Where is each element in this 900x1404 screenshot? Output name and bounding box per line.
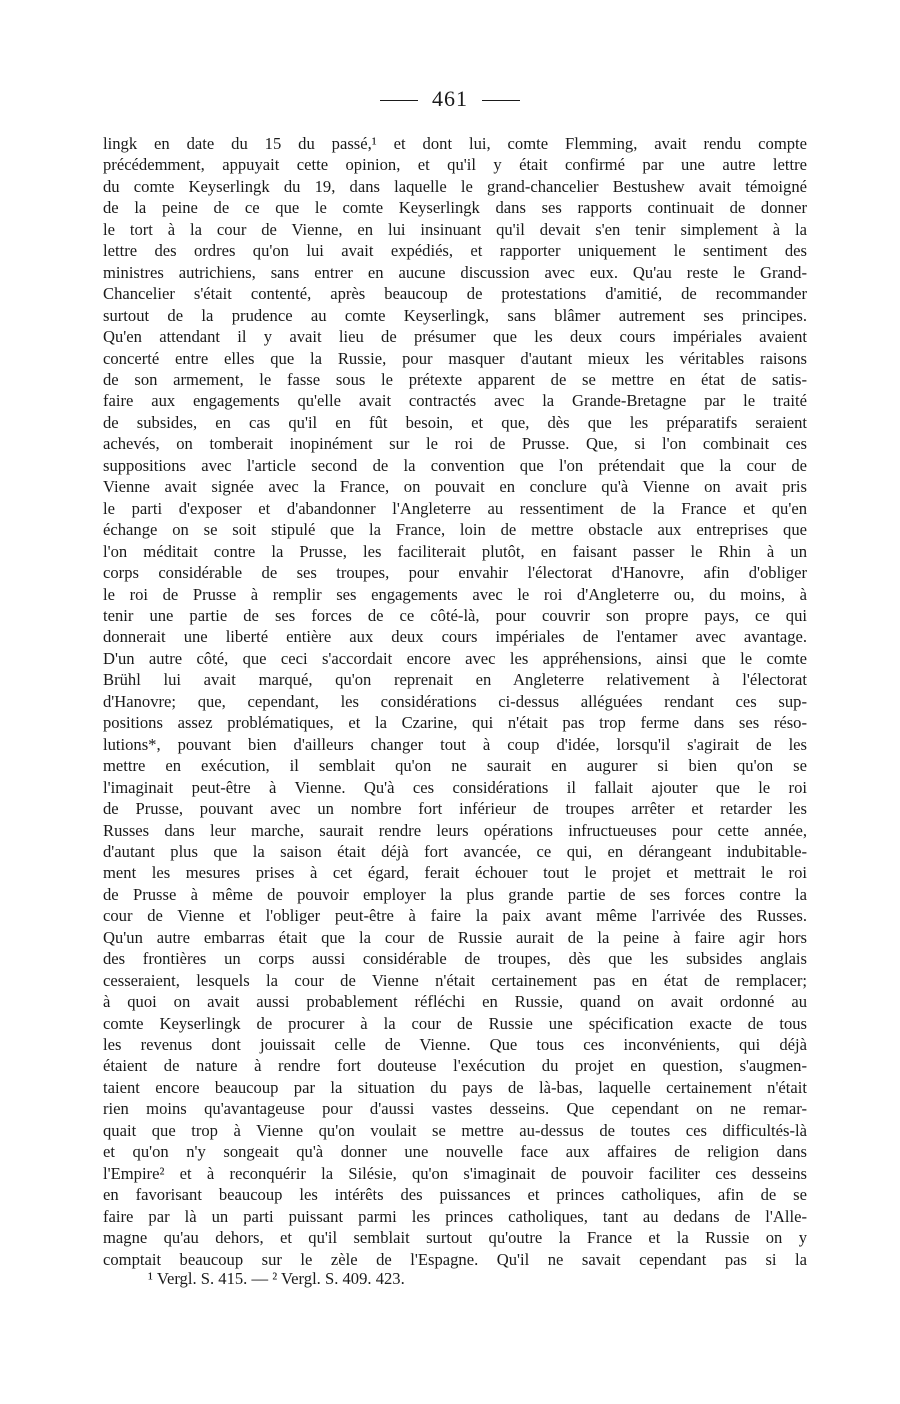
text-line: magne qu'au dehors, et qu'il semblait surtout qu'outre la France et la Russie on y bbox=[103, 1228, 807, 1248]
text-line: l'on méditait contre la Prusse, les faciliterait plutôt, en faisant passer le Rhin à un bbox=[103, 541, 807, 561]
running-head bbox=[0, 84, 900, 114]
text-line: cesseraient, lesquels la cour de Vienne n'était certainement pas en état de remplacer; bbox=[103, 970, 807, 990]
text-line: Vienne avait signée avec la France, on pouvait en conclure qu'à Vienne on avait pris bbox=[103, 477, 807, 497]
text-line: comte Keyserlingk de procurer à la cour de Russie une spécification exacte de tous bbox=[103, 1013, 807, 1033]
text-line: à quoi on avait aussi probablement réfléchi en Russie, quand on avait ordonné au bbox=[103, 992, 807, 1012]
text-line: faire aux engagements qu'elle avait contractés avec la Grande-Bretagne par le traité bbox=[103, 391, 807, 411]
text-line: de Prusse à même de pouvoir employer la plus grande partie de ses forces contre la bbox=[103, 884, 807, 904]
text-line: le tort à la cour de Vienne, en lui insinuant qu'il devait s'en tenir simplement à la bbox=[103, 219, 807, 239]
text-line: échange on se soit stipulé que la France, loin de mettre obstacle aux entreprises que bbox=[103, 520, 807, 540]
text-line: de son armement, le fasse sous le prétexte apparent de se mettre en état de satis- bbox=[103, 369, 807, 389]
text-line: de Prusse, pouvant avec un nombre fort inférieur de troupes arrêter et retarder les bbox=[103, 799, 807, 819]
text-line: précédemment, appuyait cette opinion, et qu'il y était confirmé par une autre lettre bbox=[103, 155, 807, 175]
text-line: l'imaginait peut-être à Vienne. Qu'à ces considérations il fallait ajouter que le roi bbox=[103, 777, 807, 797]
text-line: ment les mesures prises à cet égard, ferait échouer tout le projet et mettrait le roi bbox=[103, 863, 807, 883]
text-line: Brühl lui avait marqué, qu'on reprenait en Angleterre relativement à l'électorat bbox=[103, 670, 807, 690]
text-line: faire par là un parti puissant parmi les princes catholiques, tant au dedans de l'Alle- bbox=[103, 1206, 807, 1226]
text-line: corps considérable de ses troupes, pour envahir l'électorat d'Hanovre, afin d'obliger bbox=[103, 563, 807, 583]
text-line: rien moins qu'avantageuse pour d'aussi vastes desseins. Que cependant on ne remar- bbox=[103, 1099, 807, 1119]
text-line: en favorisant beaucoup les intérêts des puissances et princes catholiques, afin de se bbox=[103, 1185, 807, 1205]
text-line: des frontières un corps aussi considérable de troupes, dès que les subsides anglais bbox=[103, 949, 807, 969]
text-line: comptait beaucoup sur le zèle de l'Espagne. Qu'il ne savait cependant pas si la bbox=[103, 1249, 807, 1269]
text-line: d'Hanovre; que, cependant, les considérations ci-dessus alléguées rendant ces sup- bbox=[103, 691, 807, 711]
text-line: Qu'en attendant il y avait lieu de présumer que les deux cours impériales avaient bbox=[103, 327, 807, 347]
text-line: positions assez problématiques, et la Czarine, qui n'était pas trop ferme dans ses réso- bbox=[103, 713, 807, 733]
text-line: concerté entre elles que la Russie, pour masquer d'autant mieux les véritables raisons bbox=[103, 348, 807, 368]
text-line: quait que trop à Vienne qu'on voulait se mettre au-dessus de toutes ces difficultés-là bbox=[103, 1120, 807, 1140]
text-line: cour de Vienne et l'obliger peut-être à faire la paix avant même l'arrivée des Russes. bbox=[103, 906, 807, 926]
text-line: lingk en date du 15 du passé,¹ et dont lui, comte Flemming, avait rendu compte bbox=[103, 134, 807, 153]
left-rule bbox=[380, 100, 418, 101]
text-line: mettre en exécution, il semblait qu'on ne saurait en augurer si bien qu'on se bbox=[103, 756, 807, 776]
text-line: de la peine de ce que le comte Keyserlingk dans ses rapports continuait de donner bbox=[103, 198, 807, 218]
text-line: le roi de Prusse à remplir ses engagements avec le roi d'Angleterre ou, du moins, à bbox=[103, 584, 807, 604]
text-line: donnerait une liberté entière aux deux cours impériales de l'entamer avec avantage. bbox=[103, 627, 807, 647]
text-line: D'un autre côté, que ceci s'accordait encore avec les appréhensions, ainsi que le comte bbox=[103, 648, 807, 668]
text-line: de subsides, en cas qu'il en fût besoin, et que, dès que les préparatifs seraient bbox=[103, 412, 807, 432]
text-line: le parti d'exposer et d'abandonner l'Angleterre au ressentiment de la France et qu'en bbox=[103, 498, 807, 518]
text-line: Chancelier s'était contenté, après beaucoup de protestations d'amitié, de recommander bbox=[103, 284, 807, 304]
body-text bbox=[103, 133, 807, 1270]
text-line: Russes dans leur marche, saurait rendre leurs opérations infructueuses pour cette année, bbox=[103, 820, 807, 840]
text-line: tenir une partie de ses forces de ce côté-là, pour couvrir son propre pays, ce qui bbox=[103, 605, 807, 625]
text-line: Qu'un autre embarras était que la cour de Russie aurait de la peine à faire agir hors bbox=[103, 927, 807, 947]
text-line: lutions*, pouvant bien d'ailleurs changer tout à coup d'idée, lorsqu'il s'agirait de les bbox=[103, 734, 807, 754]
text-line: lettre des ordres qu'on lui avait expédiés, et rapporter uniquement le sentiment des bbox=[103, 241, 807, 261]
page-number: 461 bbox=[432, 86, 468, 111]
text-line: achevés, on tomberait inopinément sur le roi de Prusse. Que, si l'on combinait ces bbox=[103, 434, 807, 454]
text-line: et qu'on n'y songeait qu'à donner une nouvelle face aux affaires de religion dans bbox=[103, 1142, 807, 1162]
footnotes: ¹ Vergl. S. 415. — ² Vergl. S. 409. 423. bbox=[148, 1269, 405, 1288]
text-line: l'Empire² et à reconquérir la Silésie, qu'on s'imaginait de pouvoir faciliter ces desseins bbox=[103, 1163, 807, 1183]
text-line: surtout de la prudence au comte Keyserlingk, sans blâmer autrement ses principes. bbox=[103, 305, 807, 325]
text-line: taient encore beaucoup par la situation du pays de là-bas, laquelle certainement n'était bbox=[103, 1077, 807, 1097]
text-line: étaient de nature à rendre fort douteuse l'exécution du projet en question, s'augmen- bbox=[103, 1056, 807, 1076]
right-rule bbox=[482, 100, 520, 101]
text-line: ministres autrichiens, sans entrer en aucune discussion avec eux. Qu'au reste le Grand- bbox=[103, 262, 807, 282]
text-line: du comte Keyserlingk du 19, dans laquelle le grand-chancelier Bestushew avait témoigné bbox=[103, 176, 807, 196]
text-line: les revenus dont jouissait celle de Vienne. Que tous ces inconvénients, qui déjà bbox=[103, 1035, 807, 1055]
text-line: suppositions avec l'article second de la convention que l'on prétendait que la cour de bbox=[103, 455, 807, 475]
text-line: d'autant plus que la saison était déjà fort avancée, ce qui, en dérangeant indubitable- bbox=[103, 841, 807, 861]
